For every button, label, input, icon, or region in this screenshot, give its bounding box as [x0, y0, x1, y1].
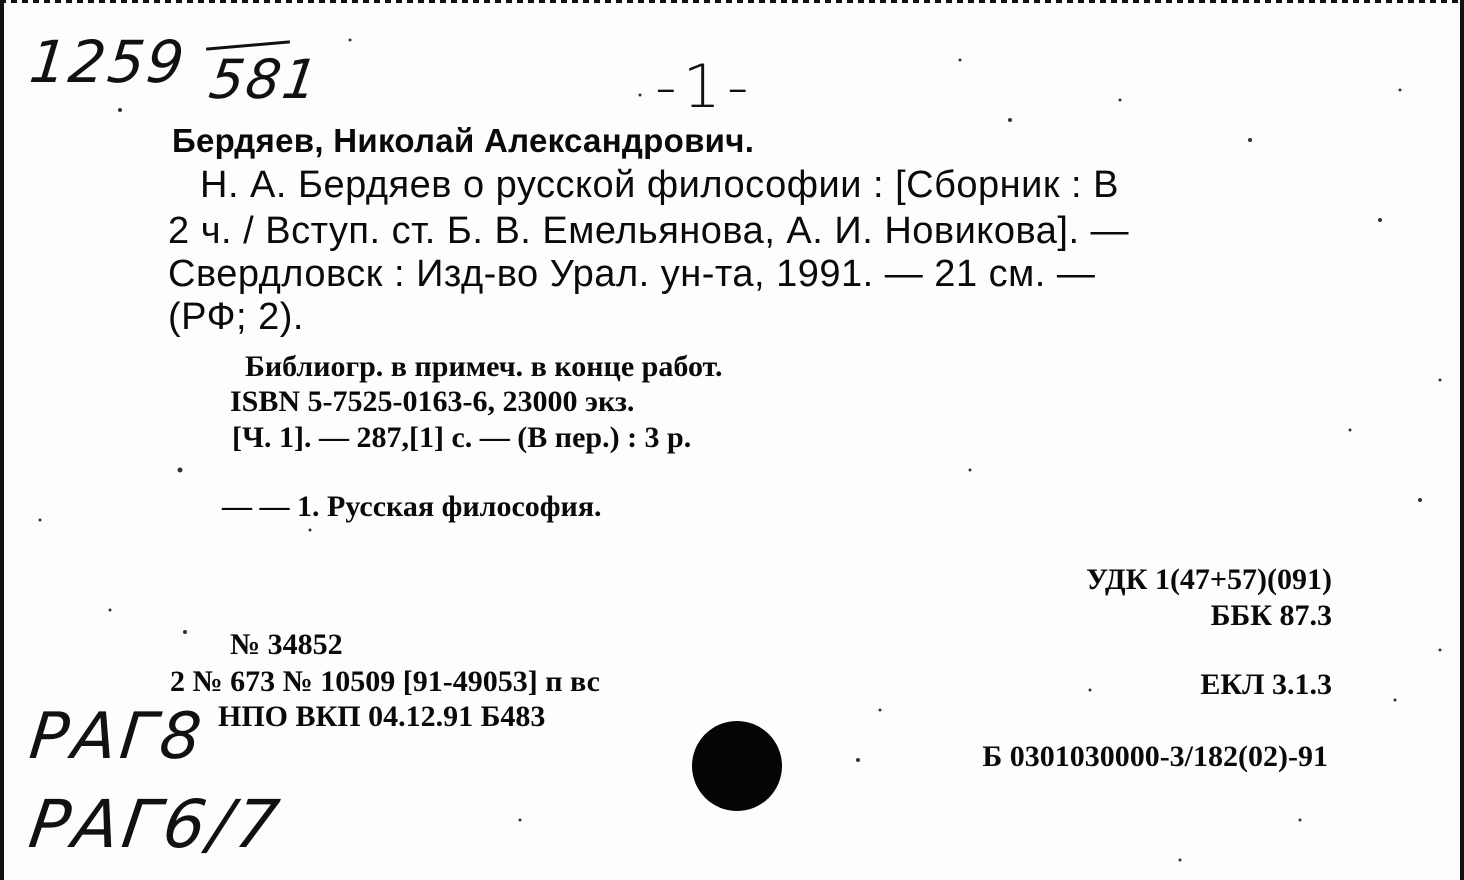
registration-date: НПО ВКП 04.12.91 Б483: [218, 700, 546, 733]
bibliography-note: Библиогр. в примеч. в конце работ.: [245, 350, 723, 383]
isbn-note: ISBN 5-7525-0163-6, 23000 экз.: [230, 385, 635, 418]
author-heading: Бердяев, Николай Александрович.: [172, 122, 755, 159]
handwritten-sub-number: 581: [205, 48, 324, 111]
registration-number: № 34852: [230, 628, 343, 661]
publication-code: Б 0301030000-3/182(02)-91: [982, 740, 1328, 773]
handwritten-location-1: РАГ8: [26, 700, 209, 774]
handwritten-page-mark: -1-: [655, 52, 755, 122]
title-line: Свердловск : Изд-во Урал. ун-та, 1991. — 21 см. —: [168, 253, 1096, 295]
bbk-code: ББК 87.3: [1210, 599, 1332, 632]
udk-code: УДК 1(47+57)(091): [1086, 563, 1332, 596]
volume-note: [Ч. 1]. — 287,[1] с. — (В пер.) : 3 р.: [232, 421, 692, 454]
card-punch-hole: [692, 721, 782, 811]
handwritten-location-2: РАГ6/7: [24, 786, 288, 863]
registration-details: 2 № 673 № 10509 [91-49053] п вс: [170, 665, 600, 698]
title-line: Н. А. Бердяев о русской философии : [Сборник : В: [200, 164, 1119, 206]
handwritten-catalog-number: 1259: [26, 28, 190, 96]
subject-heading: — — 1. Русская философия.: [222, 490, 602, 523]
title-line: 2 ч. / Вступ. ст. Б. В. Емельянова, А. И. Новикова]. —: [168, 210, 1130, 252]
ekl-code: ЕКЛ 3.1.3: [1200, 668, 1332, 701]
title-line: (РФ; 2).: [168, 296, 304, 338]
